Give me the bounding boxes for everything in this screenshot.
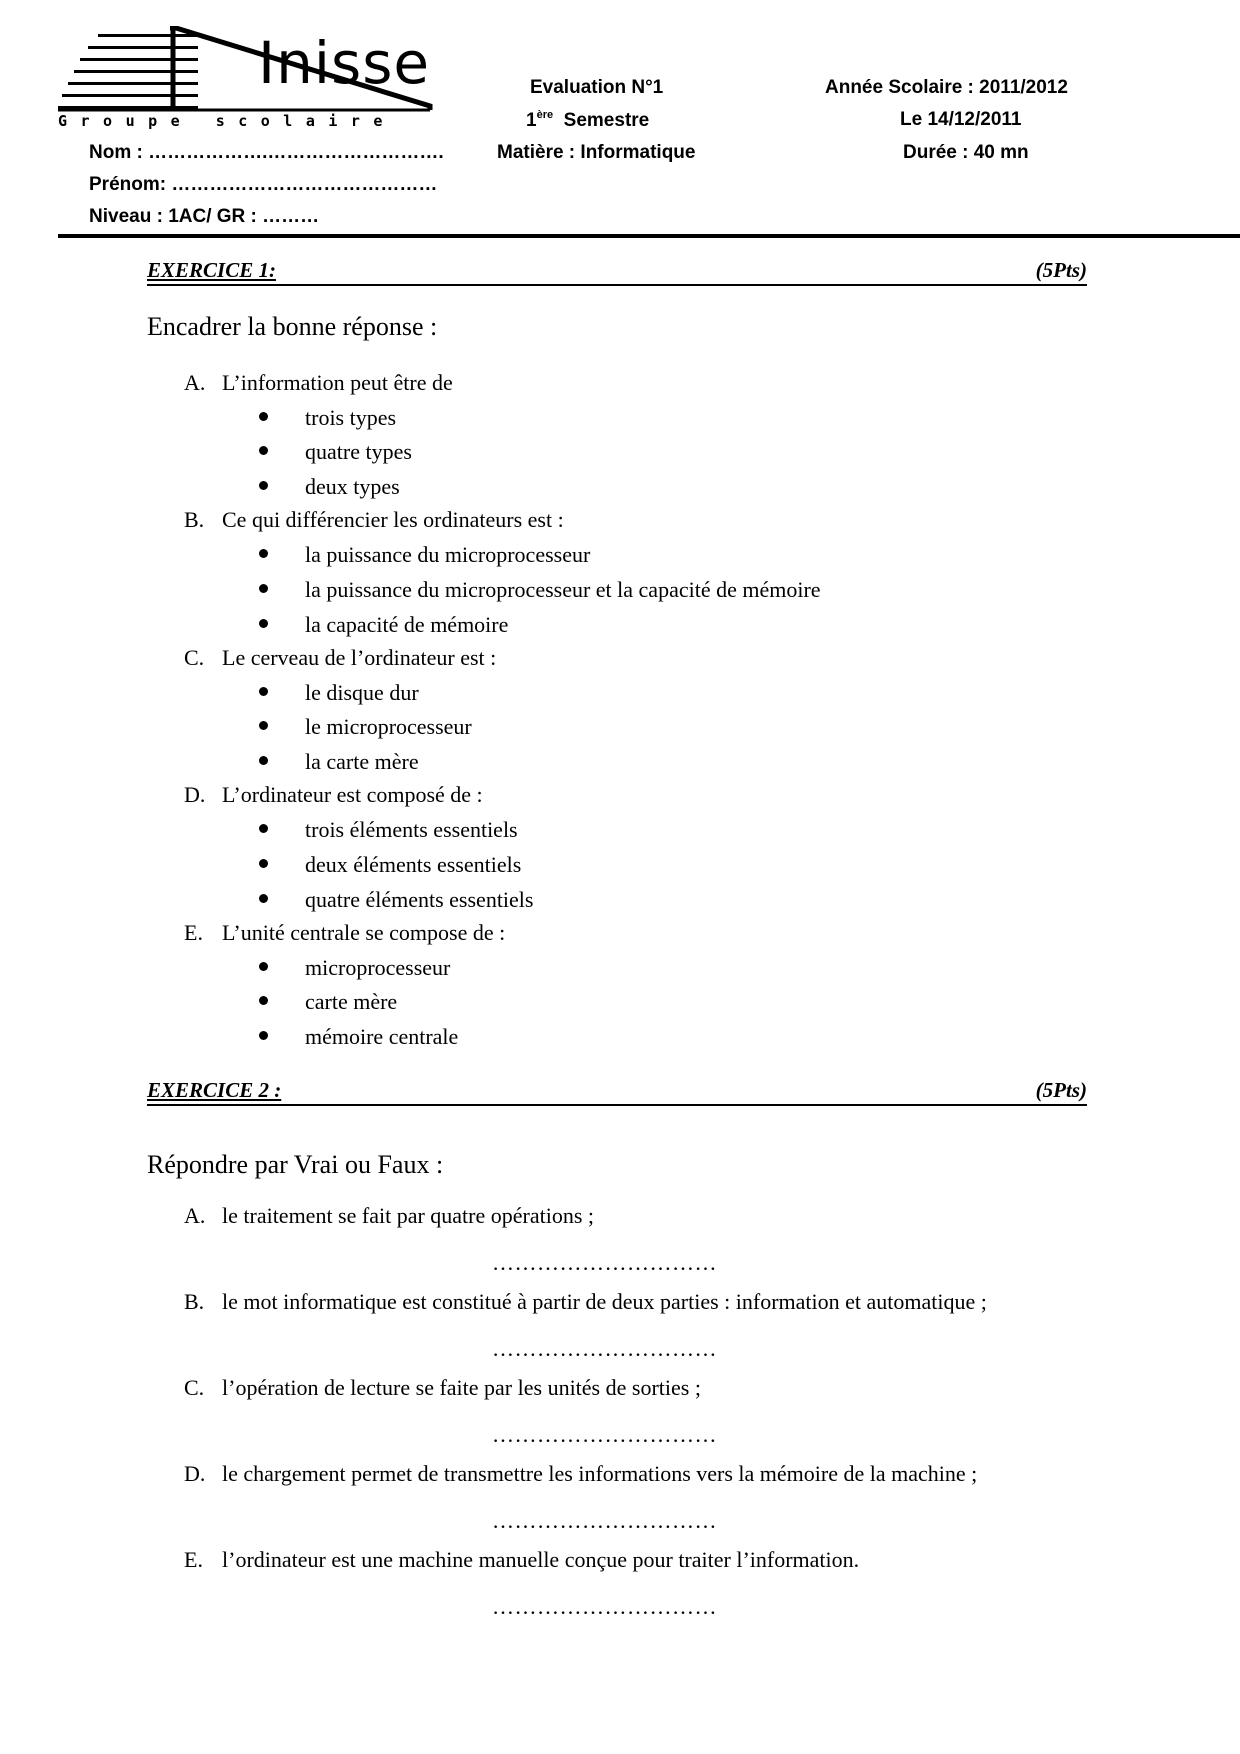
ex1-e-option-3[interactable] [259,1026,458,1048]
exercice2-instruction: Répondre par Vrai ou Faux : [147,1150,444,1179]
option-text: microprocesseur [305,955,451,980]
ex2-question-d [184,1463,977,1485]
question-text: l’ordinateur est une machine manuelle conçue pour traiter l’information. [222,1547,860,1572]
option-text: le disque dur [305,680,419,705]
school-logo [58,26,438,136]
bullet-icon [259,549,268,558]
nom-field: Nom : ……………….………………………. [89,142,444,163]
question-text: le mot informatique est constitué à partir de deux parties : information et automatique ; [222,1289,987,1314]
ex2-question-a [184,1205,594,1227]
option-text: deux éléments essentiels [305,852,522,877]
exercice1-heading [147,254,1087,286]
ex1-question-d [184,784,483,806]
exercice1-title: EXERCICE 1: [147,258,276,282]
semestre-sup: ère [536,109,554,121]
option-text: quatre types [305,439,412,464]
bullet-icon [259,756,268,765]
question-letter: A. [184,1203,206,1228]
niveau-field: Niveau : 1AC/ GR : ……… [89,206,320,227]
question-text: Ce qui différencier les ordinateurs est : [222,507,564,532]
exercice2-heading [147,1074,1087,1106]
semestre-num: 1 [526,110,537,131]
ex1-question-a [184,372,453,394]
matiere: Matière : Informatique [497,142,696,163]
question-letter: D. [184,1461,206,1486]
question-letter: C. [184,1375,205,1400]
ex1-question-b [184,509,564,531]
bullet-icon [259,962,268,971]
bullet-icon [259,859,268,868]
ex1-e-option-2[interactable] [259,991,397,1013]
ex1-b-option-2[interactable] [259,579,821,601]
question-text: L’unité centrale se compose de : [222,920,506,945]
semestre-label: Semestre [563,110,650,131]
option-text: deux types [305,474,400,499]
bullet-icon [259,481,268,490]
header-divider [58,234,1240,238]
option-text: le microprocesseur [305,714,472,739]
option-text: mémoire centrale [305,1024,459,1049]
ex1-d-option-3[interactable] [259,889,533,911]
question-letter: B. [184,507,205,532]
option-text: trois éléments essentiels [305,817,518,842]
option-text: la capacité de mémoire [305,612,509,637]
exercice2-points: (5Pts) [1035,1078,1087,1102]
bullet-icon [259,1031,268,1040]
bullet-icon [259,687,268,696]
ex1-d-option-1[interactable] [259,819,518,841]
exercice1-instruction: Encadrer la bonne réponse : [147,312,438,341]
question-letter: E. [184,1547,203,1572]
question-text: Le cerveau de l’ordinateur est : [222,645,497,670]
ex1-b-option-3[interactable] [259,614,508,636]
logo-sub-text: Groupe scolaire [58,112,396,130]
exercice2-title: EXERCICE 2 : [147,1078,282,1102]
exam-date: Le 14/12/2011 [900,109,1022,130]
ex2-answer-c[interactable]: ………………………… [492,1422,717,1447]
annee-scolaire: Année Scolaire : 2011/2012 [825,77,1068,98]
semestre [526,110,649,130]
exercice1-points: (5Pts) [1035,258,1087,282]
option-text: la puissance du microprocesseur [305,542,591,567]
option-text: quatre éléments essentiels [305,887,534,912]
ex1-question-c [184,647,496,669]
ex2-answer-b[interactable]: ………………………… [492,1336,717,1361]
bullet-icon [259,996,268,1005]
ex1-a-option-2[interactable] [259,441,412,463]
question-text: L’information peut être de [222,370,453,395]
ex1-e-option-1[interactable] [259,957,450,979]
question-letter: A. [184,370,206,395]
question-letter: E. [184,920,203,945]
ex2-answer-a[interactable]: ………………………… [492,1250,717,1275]
ex2-question-c [184,1377,701,1399]
ex2-answer-e[interactable]: ………………………… [492,1594,717,1619]
bullet-icon [259,721,268,730]
ex1-d-option-2[interactable] [259,854,521,876]
ex1-a-option-3[interactable] [259,476,400,498]
question-text: le traitement se fait par quatre opérations ; [222,1203,595,1228]
ex1-b-option-1[interactable] [259,544,590,566]
ex1-question-e [184,922,505,944]
option-text: la carte mère [305,749,419,774]
question-letter: C. [184,645,205,670]
ex1-c-option-2[interactable] [259,716,472,738]
bullet-icon [259,584,268,593]
question-text: le chargement permet de transmettre les informations vers la mémoire de la machine ; [222,1461,978,1486]
question-text: L’ordinateur est composé de : [222,782,483,807]
prenom-field: Prénom: …………………………………… [89,174,438,195]
ex1-c-option-1[interactable] [259,682,419,704]
option-text: carte mère [305,989,398,1014]
bullet-icon [259,619,268,628]
logo-main-text: Inisse [258,29,431,97]
bullet-icon [259,824,268,833]
ex1-c-option-3[interactable] [259,751,419,773]
question-text: l’opération de lecture se faite par les unités de sorties ; [222,1375,701,1400]
bullet-icon [259,446,268,455]
ex2-answer-d[interactable]: ………………………… [492,1508,717,1533]
bullet-icon [259,894,268,903]
ex2-question-e [184,1549,859,1571]
ex2-question-b [184,1291,987,1313]
option-text: trois types [305,405,397,430]
question-letter: B. [184,1289,205,1314]
bullet-icon [259,412,268,421]
exam-duree: Durée : 40 mn [903,142,1029,163]
evaluation-title: Evaluation N°1 [530,77,664,98]
question-letter: D. [184,782,206,807]
ex1-a-option-1[interactable] [259,407,396,429]
option-text: la puissance du microprocesseur et la capacité de mémoire [305,577,821,602]
